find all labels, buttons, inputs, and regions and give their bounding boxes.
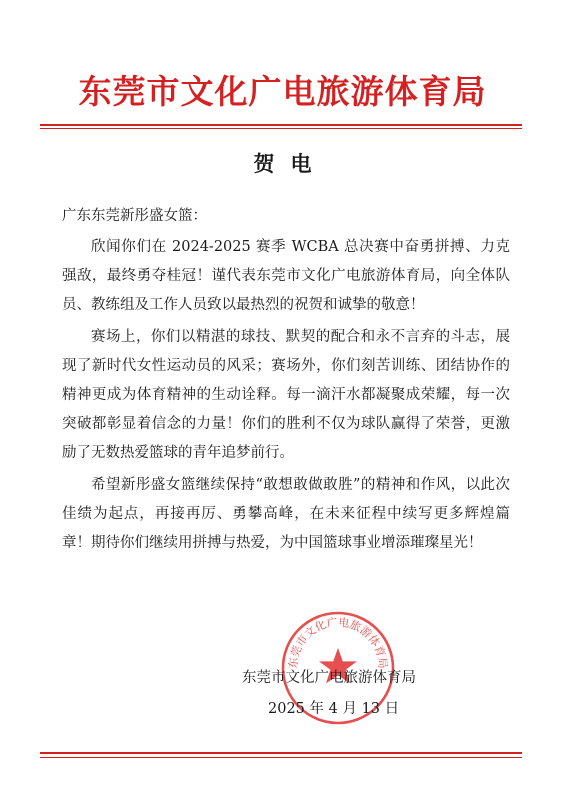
- letterhead-title: 东莞市文化广电旅游体育局: [78, 72, 487, 111]
- signature-date: 2025 年 4 月 13 日: [268, 701, 400, 717]
- footer-rule-thin: [40, 757, 522, 758]
- body-paragraph-3: 希望新彤盛女篮继续保持“敢想敢做敢胜”的精神和作风，以此次佳绩为起点，再接再厉、勇攀高峰，在未来征程中续写更多辉煌篇章！期待你们继续用拼搏与热爱，为中国篮球事业增添璀璨星光！: [62, 477, 510, 551]
- body-paragraph-2: 赛场上，你们以精湛的球技、默契的配合和永不言弃的斗志，展现了新时代女性运动员的风采；赛场外，你们刻苦训练、团结协作的精神更成为体育精神的生动诠释。每一滴汗水都凝聚成荣耀，每一次突破都彰显着信念的力量！你们的胜利不仅为球队赢得了荣誉，更激励了无数热爱篮球的青年追梦前行。: [62, 329, 510, 461]
- footer-rule-thick: [40, 752, 522, 754]
- salutation: 广东东莞新彤盛女篮：: [62, 208, 207, 224]
- header-rule-thick: [40, 124, 522, 126]
- header-rule-thin: [40, 128, 522, 129]
- seal-text: 东莞市文化广电旅游体育局: [286, 615, 390, 670]
- letter-body: [62, 233, 510, 558]
- body-paragraph-1: 欣闻你们在 2024-2025 赛季 WCBA 总决赛中奋勇拼搏、力克强敌，最终勇夺桂冠！谨代表东莞市文化广电旅游体育局，向全体队员、教练组及工作人员致以最热烈的祝贺和诚挚的敬意！: [62, 239, 510, 313]
- document-title: 贺电: [253, 151, 328, 176]
- signature-organization: 东莞市文化广电旅游体育局: [242, 670, 416, 686]
